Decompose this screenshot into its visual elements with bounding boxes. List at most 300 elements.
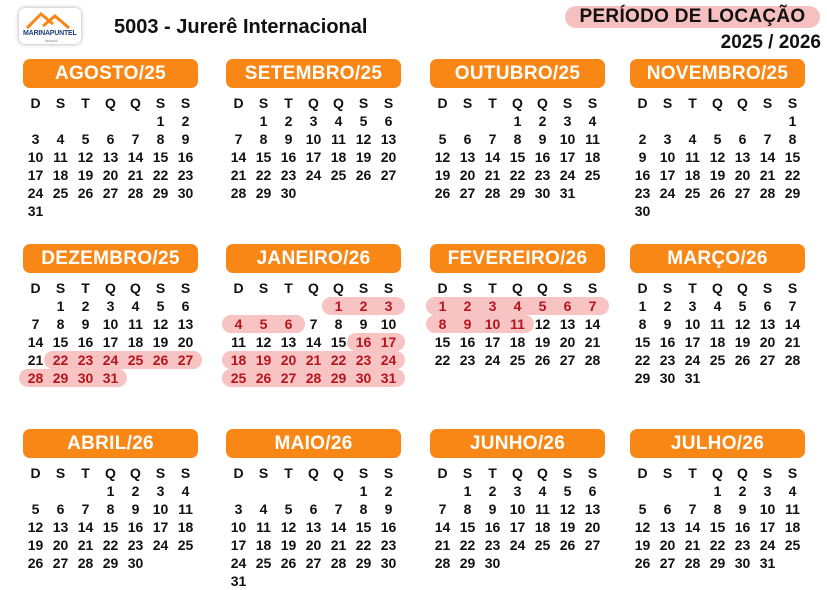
day-number: 28 bbox=[230, 185, 247, 201]
day-number: 6 bbox=[56, 501, 65, 517]
rented-day: 21 bbox=[305, 352, 322, 368]
day-number: 23 bbox=[534, 167, 551, 183]
day-number: 12 bbox=[534, 316, 551, 332]
day-number: 10 bbox=[27, 149, 44, 165]
day-number: 31 bbox=[684, 370, 701, 386]
day-number: 2 bbox=[738, 483, 747, 499]
day-number: 23 bbox=[177, 167, 194, 183]
day-number: 30 bbox=[534, 185, 551, 201]
day-number: 19 bbox=[355, 149, 372, 165]
day-number: 12 bbox=[152, 316, 169, 332]
rented-day: 7 bbox=[588, 298, 597, 314]
day-number: 18 bbox=[255, 537, 272, 553]
day-number: 5 bbox=[156, 298, 165, 314]
day-number: 12 bbox=[77, 149, 94, 165]
day-number: 14 bbox=[759, 149, 776, 165]
weekday-label: T bbox=[488, 465, 497, 481]
day-number: 6 bbox=[738, 131, 747, 147]
day-number: 8 bbox=[56, 316, 65, 332]
weekday-label: D bbox=[637, 280, 648, 296]
company-logo bbox=[19, 8, 81, 44]
weekday-label: S bbox=[180, 280, 191, 296]
day-number: 18 bbox=[684, 167, 701, 183]
day-number: 27 bbox=[759, 352, 776, 368]
day-number: 24 bbox=[305, 167, 322, 183]
weekday-label: S bbox=[383, 280, 394, 296]
day-number: 22 bbox=[434, 352, 451, 368]
day-number: 19 bbox=[709, 167, 726, 183]
day-number: 12 bbox=[434, 149, 451, 165]
day-number: 10 bbox=[102, 316, 119, 332]
day-number: 31 bbox=[27, 203, 44, 219]
day-number: 16 bbox=[534, 149, 551, 165]
weekday-label: Q bbox=[537, 465, 548, 481]
day-number: 11 bbox=[231, 334, 246, 350]
day-number: 13 bbox=[380, 131, 397, 147]
month-title: JANEIRO/26 bbox=[226, 244, 401, 273]
day-number: 1 bbox=[156, 113, 165, 129]
weekday-label: S bbox=[787, 280, 798, 296]
day-number: 24 bbox=[152, 537, 169, 553]
day-number: 22 bbox=[509, 167, 526, 183]
day-number: 12 bbox=[559, 501, 576, 517]
day-number: 23 bbox=[659, 352, 676, 368]
day-number: 23 bbox=[280, 167, 297, 183]
day-number: 18 bbox=[509, 334, 526, 350]
day-number: 1 bbox=[106, 483, 115, 499]
day-number: 9 bbox=[663, 316, 672, 332]
day-number: 15 bbox=[355, 519, 372, 535]
weekday-label: S bbox=[180, 465, 191, 481]
day-number: 16 bbox=[659, 334, 676, 350]
day-number: 22 bbox=[634, 352, 651, 368]
day-number: 21 bbox=[684, 537, 701, 553]
day-number: 9 bbox=[359, 316, 368, 332]
day-number: 21 bbox=[434, 537, 451, 553]
day-number: 4 bbox=[688, 131, 697, 147]
weekday-label: S bbox=[55, 465, 66, 481]
day-number: 5 bbox=[31, 501, 40, 517]
day-number: 14 bbox=[127, 149, 144, 165]
day-number: 10 bbox=[509, 501, 526, 517]
weekday-label: S bbox=[383, 95, 394, 111]
month-title: AGOSTO/25 bbox=[23, 59, 198, 88]
day-number: 31 bbox=[759, 555, 776, 571]
day-number: 12 bbox=[709, 149, 726, 165]
day-number: 18 bbox=[784, 519, 801, 535]
weekday-label: S bbox=[462, 280, 473, 296]
day-number: 27 bbox=[559, 352, 576, 368]
day-number: 8 bbox=[156, 131, 165, 147]
weekday-label: Q bbox=[130, 280, 141, 296]
weekday-label: D bbox=[437, 95, 448, 111]
day-number: 20 bbox=[734, 167, 751, 183]
month-calendar bbox=[23, 244, 198, 386]
day-number: 14 bbox=[230, 149, 247, 165]
day-number: 26 bbox=[709, 185, 726, 201]
day-number: 21 bbox=[759, 167, 776, 183]
day-number: 11 bbox=[331, 131, 346, 147]
day-number: 11 bbox=[710, 316, 725, 332]
day-number: 22 bbox=[459, 537, 476, 553]
weekday-label: S bbox=[587, 280, 598, 296]
weekday-label: S bbox=[258, 280, 269, 296]
day-number: 2 bbox=[181, 113, 190, 129]
rented-day: 27 bbox=[280, 370, 297, 386]
day-number: 23 bbox=[484, 537, 501, 553]
day-number: 20 bbox=[584, 519, 601, 535]
day-number: 7 bbox=[688, 501, 697, 517]
day-number: 21 bbox=[330, 537, 347, 553]
day-number: 16 bbox=[177, 149, 194, 165]
weekday-label: S bbox=[787, 465, 798, 481]
day-number: 29 bbox=[255, 185, 272, 201]
day-number: 15 bbox=[152, 149, 169, 165]
day-number: 8 bbox=[359, 501, 368, 517]
rented-day: 23 bbox=[355, 352, 372, 368]
rented-day: 3 bbox=[488, 298, 497, 314]
day-number: 18 bbox=[127, 334, 144, 350]
day-number: 4 bbox=[259, 501, 268, 517]
day-number: 28 bbox=[484, 185, 501, 201]
day-number: 29 bbox=[152, 185, 169, 201]
day-number: 11 bbox=[535, 501, 550, 517]
rented-day: 19 bbox=[255, 352, 272, 368]
day-number: 1 bbox=[713, 483, 722, 499]
day-number: 30 bbox=[484, 555, 501, 571]
weekday-label: S bbox=[562, 95, 573, 111]
month-title: DEZEMBRO/25 bbox=[23, 244, 198, 273]
day-number: 19 bbox=[280, 537, 297, 553]
rented-day: 9 bbox=[463, 316, 472, 332]
day-number: 3 bbox=[663, 131, 672, 147]
rented-day: 23 bbox=[77, 352, 94, 368]
day-number: 3 bbox=[688, 298, 697, 314]
day-number: 10 bbox=[230, 519, 247, 535]
day-number: 17 bbox=[305, 149, 322, 165]
day-number: 25 bbox=[509, 352, 526, 368]
day-number: 16 bbox=[280, 149, 297, 165]
weekday-label: Q bbox=[512, 465, 523, 481]
weekday-label: T bbox=[488, 95, 497, 111]
day-number: 11 bbox=[178, 501, 193, 517]
day-number: 18 bbox=[534, 519, 551, 535]
day-number: 29 bbox=[709, 555, 726, 571]
day-number: 11 bbox=[685, 149, 700, 165]
day-number: 21 bbox=[484, 167, 501, 183]
day-number: 2 bbox=[488, 483, 497, 499]
day-number: 4 bbox=[131, 298, 140, 314]
day-number: 21 bbox=[584, 334, 601, 350]
weekday-label: D bbox=[30, 465, 41, 481]
weekday-label: D bbox=[637, 465, 648, 481]
day-number: 8 bbox=[713, 501, 722, 517]
weekday-label: S bbox=[587, 95, 598, 111]
day-number: 12 bbox=[734, 316, 751, 332]
rented-day: 25 bbox=[127, 352, 144, 368]
weekday-label: Q bbox=[333, 280, 344, 296]
day-number: 14 bbox=[77, 519, 94, 535]
weekday-label: S bbox=[662, 465, 673, 481]
day-number: 25 bbox=[709, 352, 726, 368]
day-number: 20 bbox=[305, 537, 322, 553]
rented-day: 27 bbox=[177, 352, 194, 368]
weekday-label: T bbox=[688, 95, 697, 111]
day-number: 11 bbox=[53, 149, 68, 165]
weekday-label: T bbox=[284, 95, 293, 111]
day-number: 20 bbox=[52, 537, 69, 553]
day-number: 8 bbox=[259, 131, 268, 147]
weekday-label: S bbox=[258, 95, 269, 111]
day-number: 5 bbox=[81, 131, 90, 147]
day-number: 30 bbox=[380, 555, 397, 571]
rented-day: 26 bbox=[152, 352, 169, 368]
day-number: 22 bbox=[102, 537, 119, 553]
day-number: 17 bbox=[509, 519, 526, 535]
month-title: SETEMBRO/25 bbox=[226, 59, 401, 88]
day-number: 4 bbox=[588, 113, 597, 129]
weekday-label: Q bbox=[308, 280, 319, 296]
month-calendar bbox=[226, 59, 401, 201]
day-number: 2 bbox=[663, 298, 672, 314]
rented-day: 1 bbox=[334, 298, 343, 314]
day-number: 17 bbox=[559, 149, 576, 165]
month-calendar bbox=[430, 59, 605, 201]
day-number: 23 bbox=[459, 352, 476, 368]
day-number: 7 bbox=[131, 131, 140, 147]
weekday-label: Q bbox=[537, 95, 548, 111]
day-number: 29 bbox=[355, 555, 372, 571]
day-number: 30 bbox=[177, 185, 194, 201]
day-number: 6 bbox=[763, 298, 772, 314]
day-number: 19 bbox=[734, 334, 751, 350]
day-number: 13 bbox=[459, 149, 476, 165]
day-number: 13 bbox=[559, 316, 576, 332]
day-number: 21 bbox=[784, 334, 801, 350]
day-number: 23 bbox=[634, 185, 651, 201]
day-number: 8 bbox=[513, 131, 522, 147]
day-number: 4 bbox=[538, 483, 547, 499]
day-number: 5 bbox=[359, 113, 368, 129]
day-number: 20 bbox=[559, 334, 576, 350]
month-title: OUTUBRO/25 bbox=[430, 59, 605, 88]
day-number: 24 bbox=[684, 352, 701, 368]
day-number: 3 bbox=[563, 113, 572, 129]
day-number: 2 bbox=[638, 131, 647, 147]
rented-day: 5 bbox=[538, 298, 547, 314]
day-number: 15 bbox=[459, 519, 476, 535]
day-number: 15 bbox=[509, 149, 526, 165]
weekday-label: Q bbox=[130, 95, 141, 111]
rented-day: 16 bbox=[355, 334, 372, 350]
day-number: 21 bbox=[127, 167, 144, 183]
weekday-label: S bbox=[762, 280, 773, 296]
weekday-label: S bbox=[662, 95, 673, 111]
rented-day: 24 bbox=[102, 352, 119, 368]
day-number: 14 bbox=[434, 519, 451, 535]
weekday-label: Q bbox=[737, 95, 748, 111]
day-number: 7 bbox=[334, 501, 343, 517]
rented-day: 28 bbox=[305, 370, 322, 386]
day-number: 25 bbox=[584, 167, 601, 183]
day-number: 30 bbox=[280, 185, 297, 201]
day-number: 18 bbox=[709, 334, 726, 350]
day-number: 4 bbox=[181, 483, 190, 499]
day-number: 15 bbox=[434, 334, 451, 350]
day-number: 4 bbox=[788, 483, 797, 499]
day-number: 13 bbox=[102, 149, 119, 165]
weekday-label: S bbox=[155, 465, 166, 481]
weekday-label: S bbox=[762, 465, 773, 481]
weekday-label: Q bbox=[105, 465, 116, 481]
day-number: 6 bbox=[663, 501, 672, 517]
weekday-label: Q bbox=[512, 280, 523, 296]
month-title: JUNHO/26 bbox=[430, 429, 605, 458]
day-number: 3 bbox=[513, 483, 522, 499]
day-number: 2 bbox=[284, 113, 293, 129]
month-calendar bbox=[226, 244, 401, 386]
day-number: 19 bbox=[434, 167, 451, 183]
day-number: 15 bbox=[52, 334, 69, 350]
weekday-label: S bbox=[55, 95, 66, 111]
weekday-label: S bbox=[358, 95, 369, 111]
month-calendar bbox=[430, 429, 605, 571]
rented-day: 18 bbox=[230, 352, 247, 368]
weekday-label: T bbox=[81, 95, 90, 111]
day-number: 6 bbox=[588, 483, 597, 499]
day-number: 25 bbox=[784, 537, 801, 553]
rental-period-label: PERÍODO DE LOCAÇÃO bbox=[565, 6, 820, 28]
rented-day: 3 bbox=[384, 298, 393, 314]
day-number: 5 bbox=[713, 131, 722, 147]
day-number: 10 bbox=[684, 316, 701, 332]
month-calendar bbox=[226, 429, 401, 589]
rented-day: 30 bbox=[77, 370, 94, 386]
weekday-label: S bbox=[358, 280, 369, 296]
day-number: 13 bbox=[280, 334, 297, 350]
day-number: 4 bbox=[56, 131, 65, 147]
day-number: 1 bbox=[788, 113, 797, 129]
day-number: 14 bbox=[484, 149, 501, 165]
weekday-label: S bbox=[462, 95, 473, 111]
day-number: 9 bbox=[538, 131, 547, 147]
day-number: 5 bbox=[638, 501, 647, 517]
day-number: 27 bbox=[734, 185, 751, 201]
weekday-label: Q bbox=[130, 465, 141, 481]
property-title: 5003 - Jurerê Internacional bbox=[114, 16, 368, 38]
weekday-label: S bbox=[180, 95, 191, 111]
day-number: 13 bbox=[659, 519, 676, 535]
month-title: MARÇO/26 bbox=[630, 244, 805, 273]
day-number: 9 bbox=[384, 501, 393, 517]
weekday-label: S bbox=[155, 280, 166, 296]
day-number: 21 bbox=[27, 352, 44, 368]
day-number: 2 bbox=[81, 298, 90, 314]
day-number: 9 bbox=[488, 501, 497, 517]
rented-day: 2 bbox=[463, 298, 472, 314]
weekday-label: T bbox=[688, 465, 697, 481]
weekday-label: S bbox=[662, 280, 673, 296]
day-number: 30 bbox=[127, 555, 144, 571]
weekday-label: S bbox=[462, 465, 473, 481]
day-number: 22 bbox=[355, 537, 372, 553]
day-number: 20 bbox=[459, 167, 476, 183]
weekday-label: S bbox=[787, 95, 798, 111]
day-number: 24 bbox=[659, 185, 676, 201]
day-number: 19 bbox=[559, 519, 576, 535]
day-number: 22 bbox=[709, 537, 726, 553]
day-number: 26 bbox=[534, 352, 551, 368]
rented-day: 22 bbox=[52, 352, 69, 368]
day-number: 5 bbox=[284, 501, 293, 517]
day-number: 1 bbox=[259, 113, 268, 129]
day-number: 18 bbox=[177, 519, 194, 535]
month-calendar bbox=[630, 59, 805, 219]
day-number: 16 bbox=[77, 334, 94, 350]
day-number: 26 bbox=[77, 185, 94, 201]
day-number: 19 bbox=[27, 537, 44, 553]
weekday-label: S bbox=[155, 95, 166, 111]
day-number: 10 bbox=[152, 501, 169, 517]
day-number: 28 bbox=[759, 185, 776, 201]
day-number: 8 bbox=[106, 501, 115, 517]
day-number: 24 bbox=[509, 537, 526, 553]
day-number: 3 bbox=[763, 483, 772, 499]
rented-day: 8 bbox=[438, 316, 447, 332]
day-number: 7 bbox=[763, 131, 772, 147]
weekday-label: T bbox=[81, 465, 90, 481]
day-number: 19 bbox=[534, 334, 551, 350]
day-number: 17 bbox=[230, 537, 247, 553]
weekday-label: Q bbox=[537, 280, 548, 296]
logo-text: MARINAPUNTEL bbox=[23, 30, 77, 37]
rented-day: 20 bbox=[280, 352, 297, 368]
rented-day: 29 bbox=[52, 370, 69, 386]
month-calendar bbox=[23, 429, 198, 571]
day-number: 30 bbox=[659, 370, 676, 386]
weekday-label: D bbox=[637, 95, 648, 111]
weekday-label: D bbox=[233, 95, 244, 111]
day-number: 21 bbox=[230, 167, 247, 183]
day-number: 25 bbox=[534, 537, 551, 553]
day-number: 10 bbox=[759, 501, 776, 517]
day-number: 16 bbox=[484, 519, 501, 535]
day-number: 26 bbox=[27, 555, 44, 571]
weekday-label: Q bbox=[333, 465, 344, 481]
rented-day: 10 bbox=[484, 316, 501, 332]
day-number: 26 bbox=[280, 555, 297, 571]
day-number: 6 bbox=[106, 131, 115, 147]
day-number: 23 bbox=[127, 537, 144, 553]
day-number: 9 bbox=[131, 501, 140, 517]
day-number: 31 bbox=[230, 573, 247, 589]
day-number: 15 bbox=[102, 519, 119, 535]
day-number: 20 bbox=[102, 167, 119, 183]
weekday-label: D bbox=[233, 465, 244, 481]
day-number: 5 bbox=[438, 131, 447, 147]
rented-day: 1 bbox=[438, 298, 447, 314]
day-number: 12 bbox=[355, 131, 372, 147]
weekday-label: T bbox=[81, 280, 90, 296]
day-number: 29 bbox=[459, 555, 476, 571]
day-number: 20 bbox=[659, 537, 676, 553]
day-number: 25 bbox=[177, 537, 194, 553]
day-number: 6 bbox=[309, 501, 318, 517]
month-title: FEVEREIRO/26 bbox=[430, 244, 605, 273]
day-number: 18 bbox=[584, 149, 601, 165]
day-number: 4 bbox=[713, 298, 722, 314]
day-number: 16 bbox=[734, 519, 751, 535]
